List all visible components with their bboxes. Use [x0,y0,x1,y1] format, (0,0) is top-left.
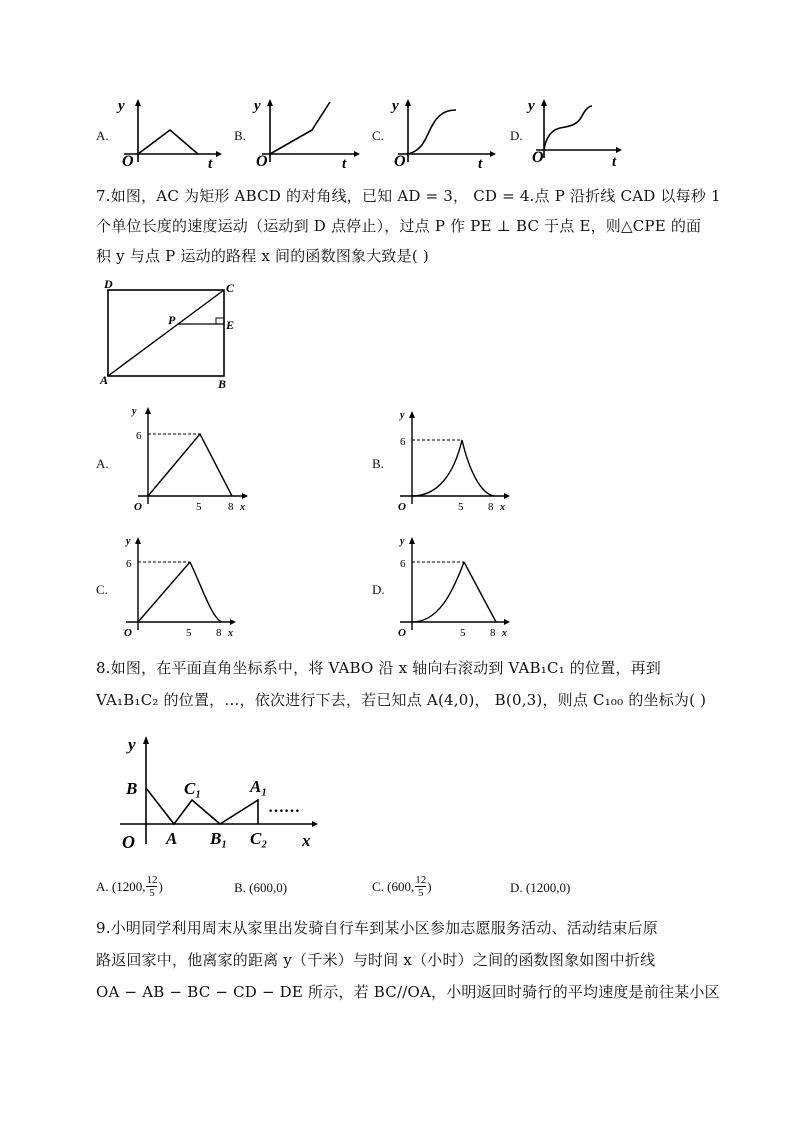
q8-option-c: C. (600, 12 5 ) [372,874,432,899]
graph-curve [138,130,198,154]
q9-text-line-3: OA − AB − BC − CD − DE 所示，若 BC//OA，小明返回时骑行的平均速度是前往某小区 [96,983,720,1001]
q7-text-line-1: 7.如图，AC 为矩形 ABCD 的对角线，已知 AD = 3， CD = 4.点 P 沿折线 CAD 以每秒 1 [96,187,721,205]
svg-text:t: t [612,154,617,168]
q8-option-b: B. (600,0) [234,880,288,895]
graph-curve [412,440,494,496]
q6-graph-d [526,96,626,168]
x-axis-arrow [216,151,222,157]
q7-option-b-label: B. [372,456,384,471]
svg-text:y: y [128,735,136,754]
graph-curve [408,110,456,154]
q8-text-line-1: 8.如图，在平面直角坐标系中，将 VABO 沿 x 轴向右滚动到 VAB₁C₁ 的位置，再到 [96,659,662,677]
svg-text:5: 5 [460,627,466,639]
q8-option-a: A. (1200, 12 5 ) [96,874,163,899]
q6-option-c-label: C. [372,128,384,143]
right-angle-mark [216,318,224,324]
q7-option-a-label: A. [96,456,109,471]
svg-text:O: O [134,501,142,513]
q6-option-a-label: A. [96,128,109,143]
q6-graph-b [250,96,360,168]
svg-text:y: y [392,98,399,114]
y-axis-arrow [135,99,141,106]
q7-graph-d [390,530,520,642]
t-label: t [208,156,213,168]
svg-text:x: x [240,502,245,513]
graph-curve [270,102,330,154]
vertex-d-label: D [104,277,113,291]
svg-text:A: A [166,829,178,848]
q8-text-line-2: VA₁B₁C₂ 的位置，…，依次进行下去，若已知点 A(4,0)， B(0,3)，则点 C₁₀₀ 的坐标为( ) [96,691,707,709]
svg-text:x: x [502,628,507,639]
q9-text-line-1: 9.小明同学利用周末从家里出发骑自行车到某小区参加志愿服务活动、活动结束后原 [96,919,658,937]
svg-text:O: O [124,627,132,639]
svg-text:y: y [126,536,131,547]
y-label: y [118,98,125,114]
svg-text:B: B [126,779,138,798]
svg-text:8: 8 [216,627,222,639]
q7-text-line-2: 个单位长度的速度运动（运动到 D 点停止），过点 P 作 PE ⊥ BC 于点 E，则△CPE 的面 [96,217,702,235]
svg-text:O: O [532,149,544,166]
svg-text:A₁: A₁ [250,777,268,796]
q7-option-d-label: D. [372,582,385,597]
svg-text:y: y [132,406,137,417]
graph-curve [148,434,232,496]
svg-text:O: O [122,832,135,852]
q6-option-d-label: D. [510,128,523,143]
svg-text:C₂: C₂ [250,829,268,848]
svg-text:5: 5 [186,627,192,639]
svg-text:y: y [400,410,405,421]
svg-text:6: 6 [126,558,132,570]
q8-rolling-triangle-figure [116,730,326,854]
q6-graph-c [388,96,498,168]
q8-option-d: D. (1200,0) [510,880,571,895]
q6-graph-a [112,96,222,168]
q7-graph-b [390,404,520,520]
q9-text-line-2: 路返回家中，他离家的距离 y（千米）与时间 x（小时）之间的函数图象如图中折线 [96,951,656,969]
svg-text:8: 8 [488,501,494,513]
svg-text:y: y [254,98,261,114]
graph-curve [190,562,222,622]
svg-text:C₁: C₁ [184,779,202,798]
graph-curve [544,106,592,150]
svg-text:5: 5 [196,501,202,513]
vertex-b-label: B [218,377,227,391]
svg-text:6: 6 [400,436,406,448]
vertex-a-label: A [100,373,109,387]
svg-text:8: 8 [228,501,234,513]
svg-text:6: 6 [400,558,406,570]
vertex-c-label: C [226,281,235,295]
svg-text:……: …… [268,799,300,816]
point-p-label: P [168,313,176,327]
svg-text:y: y [400,536,405,547]
q7-graph-c [114,530,244,642]
svg-text:6: 6 [136,430,142,442]
rolling-triangles [146,788,258,824]
q6-option-b-label: B. [234,128,246,143]
svg-text:O: O [394,153,406,168]
q7-text-line-3: 积 y 与点 P 运动的路程 x 间的函数图象大致是( ) [96,247,429,265]
svg-text:x: x [302,831,311,850]
svg-text:8: 8 [490,627,496,639]
svg-text:O: O [256,153,268,168]
svg-text:O: O [398,501,406,513]
q7-rectangle-figure [98,276,248,392]
graph-curve [464,562,496,622]
q7-graph-a [114,400,254,524]
svg-text:B₁: B₁ [210,829,228,848]
svg-text:t: t [478,156,483,168]
diagonal-ac [108,290,224,376]
origin-label: O [122,153,134,168]
svg-text:x: x [228,628,233,639]
svg-text:y: y [528,98,535,114]
svg-text:x: x [500,502,505,513]
svg-text:t: t [342,156,347,168]
q7-option-c-label: C. [96,582,108,597]
svg-text:O: O [398,627,406,639]
point-e-label: E [226,318,235,332]
svg-text:5: 5 [458,501,464,513]
